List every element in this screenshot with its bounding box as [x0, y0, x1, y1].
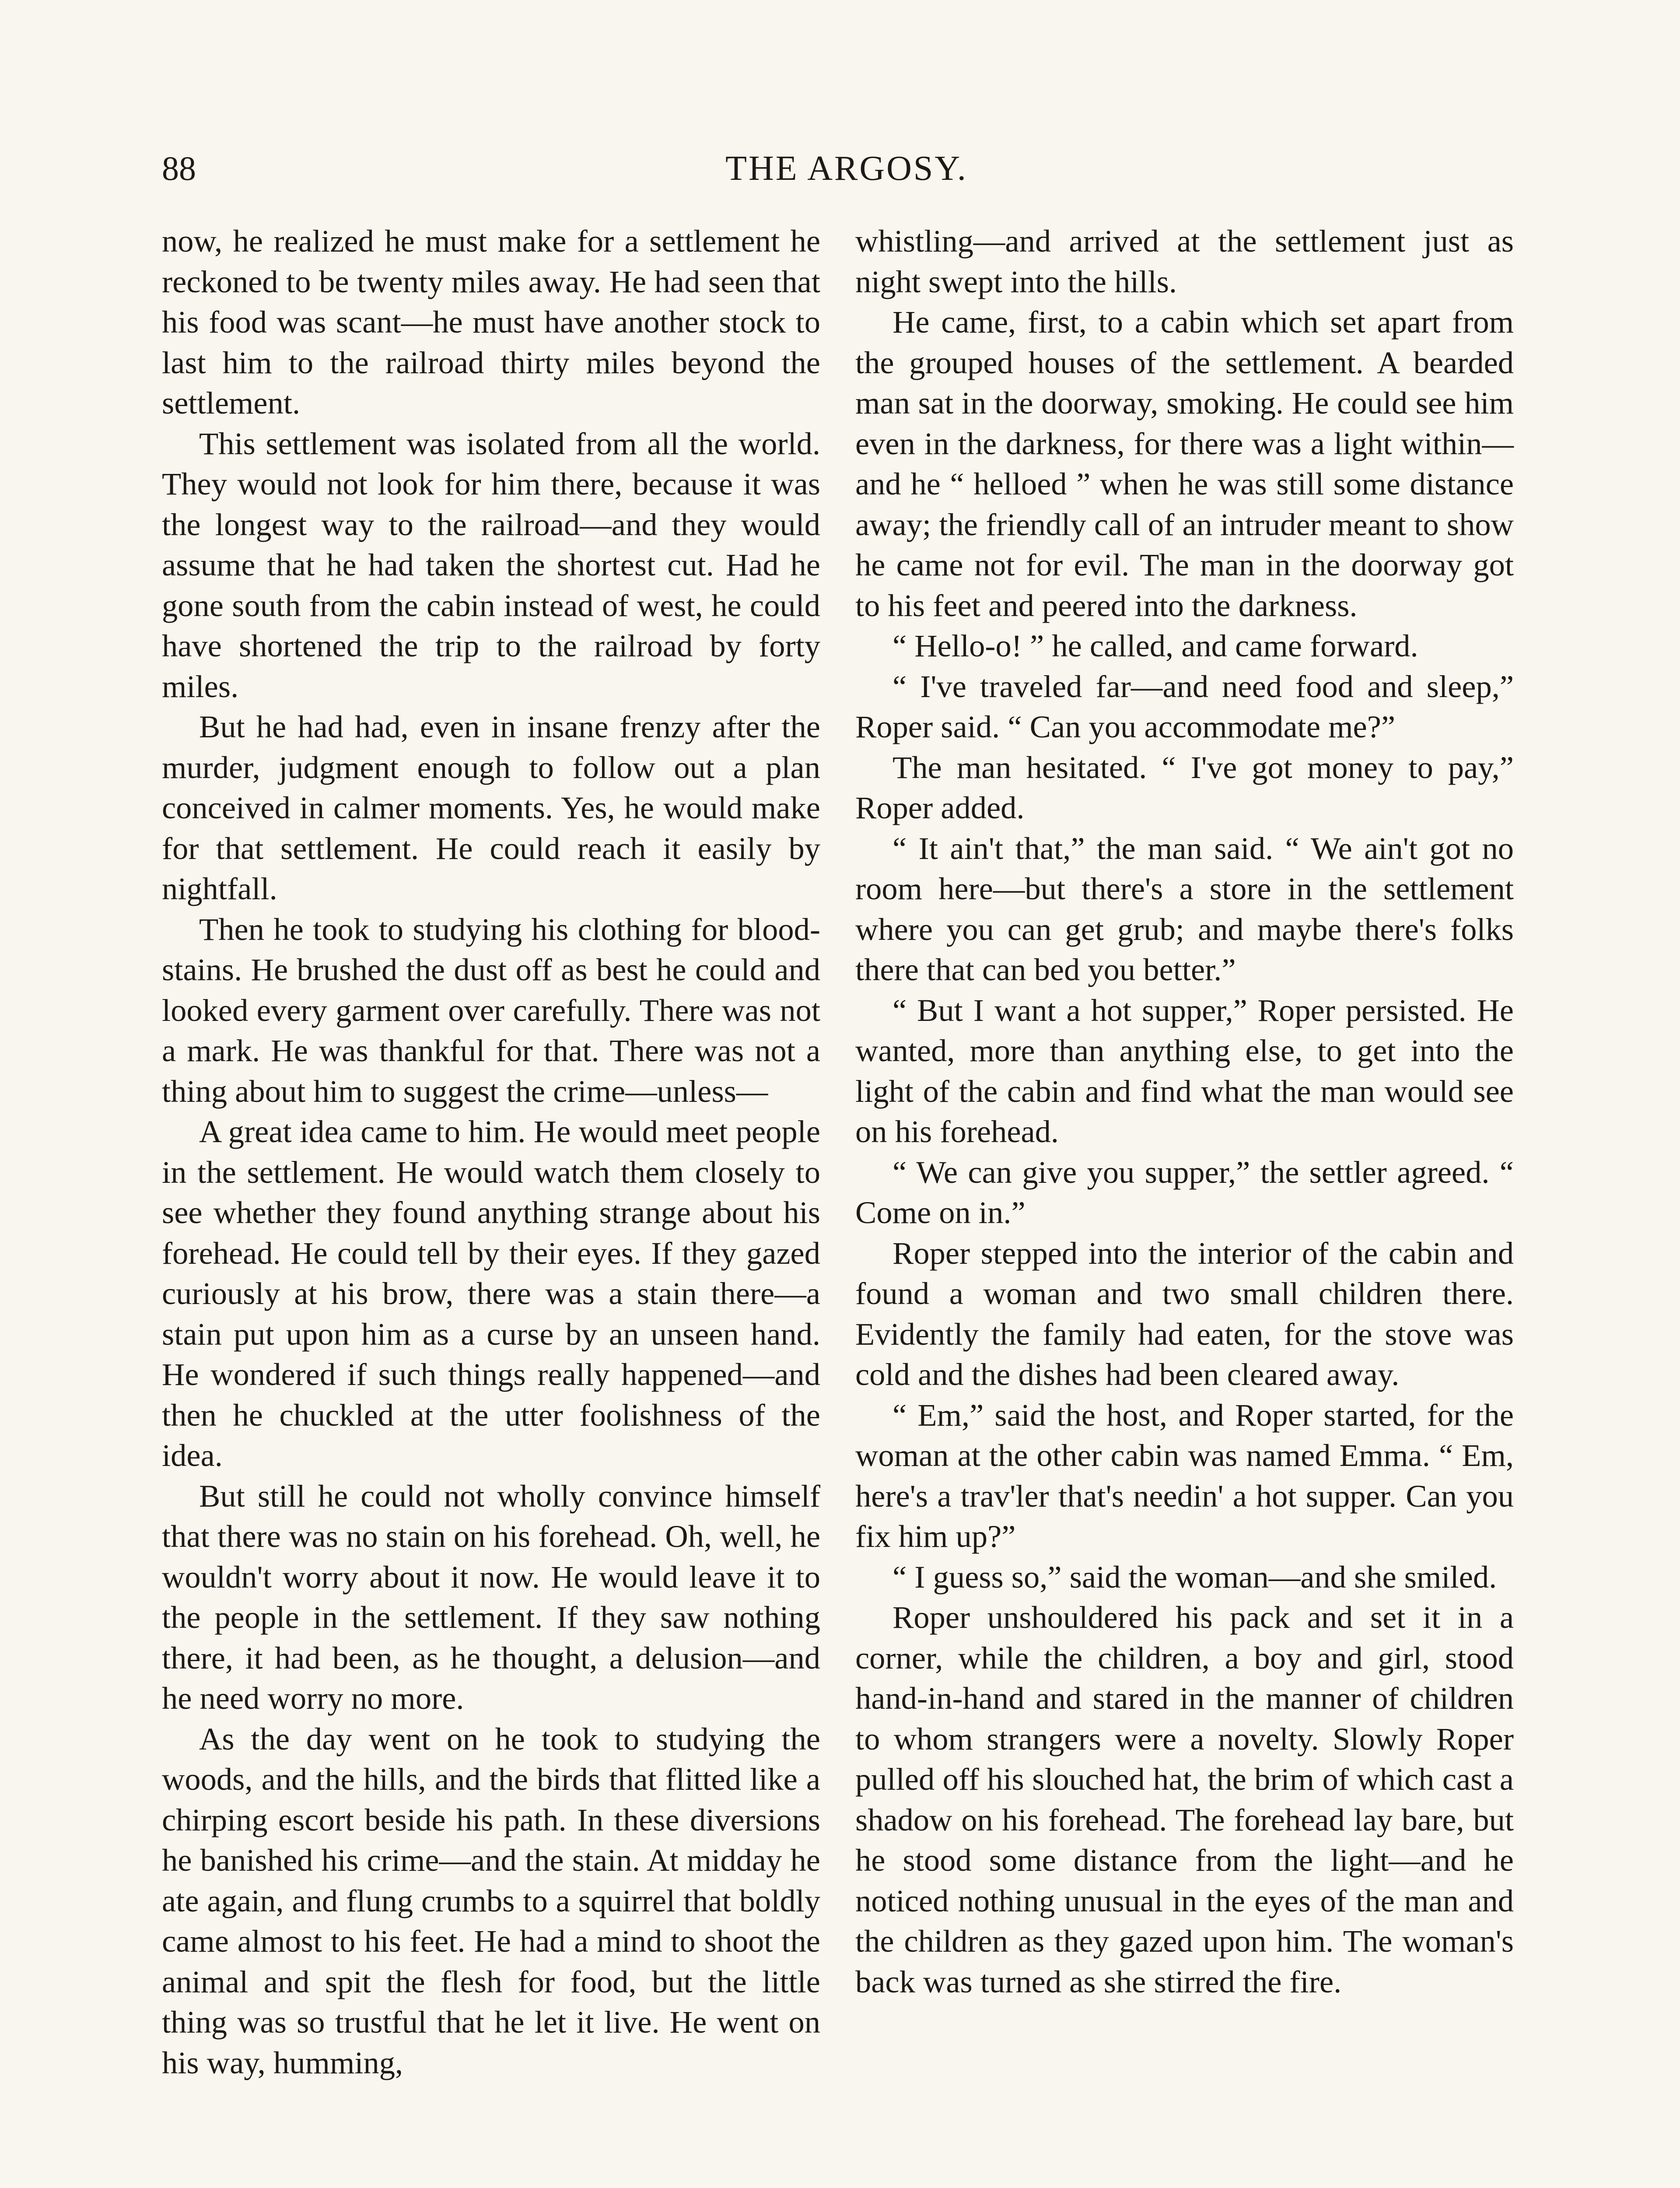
paragraph: The man hesitated. “ I've got money to pay,” Roper added.	[855, 749, 1514, 825]
left-column	[162, 221, 820, 2083]
paragraph: He came, first, to a cabin which set apart from the grouped houses of the settlement. A bearded man sat in the doorway, smoking. He could see him even in the darkness, for there was a light within—and he “ helloed ” when he was still some distance away; the friendly call of an intruder meant to show he came not for evil. The man in the doorway got to his feet and peered into the darkness.	[855, 304, 1514, 623]
paragraph: “ Hello-o! ” he called, and came forward.	[892, 628, 1418, 663]
paragraph: “ I've traveled far—and need food and sleep,” Roper said. “ Can you accommodate me?”	[855, 668, 1514, 744]
paragraph: “ But I want a hot supper,” Roper persisted. He wanted, more than anything else, to get into the light of the cabin and find what the man would see on his forehead.	[855, 992, 1514, 1149]
page-header	[162, 144, 1531, 193]
paragraph: whistling—and arrived at the settlement just as night swept into the hills.	[855, 223, 1514, 299]
paragraph: now, he realized he must make for a settlement he reckoned to be twenty miles away. He had seen that his food was scant—he must have another stock to last him to the railroad thirty miles beyond the settlement.	[162, 223, 820, 421]
paragraph: “ It ain't that,” the man said. “ We ain't got no room here—but there's a store in the settlement where you can get grub; and maybe there's folks there that can bed you better.”	[855, 830, 1514, 987]
paragraph: This settlement was isolated from all the world. They would not look for him there, because it was the longest way to the railroad—and they would assume that he had taken the shortest cut. Had he gone south from the cabin instead of west, he could have shortened the trip to the railroad by forty miles.	[162, 425, 820, 704]
right-column	[855, 221, 1514, 2002]
paragraph: A great idea came to him. He would meet people in the settlement. He would watch them closely to see whether they found anything strange about his forehead. He could tell by their eyes. If they gazed curiously at his brow, there was a stain there—a stain put upon him as a curse by an unseen hand. He wondered if such things really happened—and then he chuckled at the utter foolishness of the idea.	[162, 1114, 820, 1473]
paragraph: Roper unshouldered his pack and set it in a corner, while the children, a boy and girl, stood hand-in-hand and stared in the manner of children to whom strangers were a novelty. Slowly Roper pulled off his slouched hat, the brim of which cast a shadow on his forehead. The forehead lay bare, but he stood some distance from the light—and he noticed nothing unusual in the eyes of the man and the children as they gazed upon him. The woman's back was turned as she stirred the fire.	[855, 1599, 1514, 1999]
paragraph: Roper stepped into the interior of the cabin and found a woman and two small children there. Evidently the family had eaten, for the stove was cold and the dishes had been cleared away.	[855, 1235, 1514, 1392]
paragraph: As the day went on he took to studying the woods, and the hills, and the birds that flitted like a chirping escort beside his path. In these diversions he banished his crime—and the stain. At midday he ate again, and flung crumbs to a squirrel that boldly came almost to his feet. He had a mind to shoot the animal and spit the flesh for food, but the little thing was so trustful that he let it live. He went on his way, humming,	[162, 1721, 820, 2080]
paragraph: Then he took to studying his clothing for blood-stains. He brushed the dust off as best he could and looked every garment over carefully. There was not a mark. He was thankful for that. There was not a thing about him to suggest the crime—unless—	[162, 911, 820, 1109]
paragraph: “ I guess so,” said the woman—and she smiled.	[892, 1559, 1497, 1595]
page-number: 88	[162, 149, 196, 187]
running-title: THE ARGOSY.	[725, 149, 968, 188]
paragraph: “ Em,” said the host, and Roper started, for the woman at the other cabin was named Emma. “ Em, here's a trav'ler that's needin' a hot supper. Can you fix him up?”	[855, 1397, 1514, 1554]
paragraph: But still he could not wholly convince himself that there was no stain on his forehead. Oh, well, he wouldn't worry about it now. He would leave it to the people in the settlement. If they saw nothing there, it had been, as he thought, a delusion—and he need worry no more.	[162, 1478, 820, 1716]
paragraph: But he had had, even in insane frenzy after the murder, judgment enough to follow out a plan conceived in calmer moments. Yes, he would make for that settlement. He could reach it easily by nightfall.	[162, 709, 820, 906]
paragraph: “ We can give you supper,” the settler agreed. “ Come on in.”	[855, 1154, 1514, 1230]
